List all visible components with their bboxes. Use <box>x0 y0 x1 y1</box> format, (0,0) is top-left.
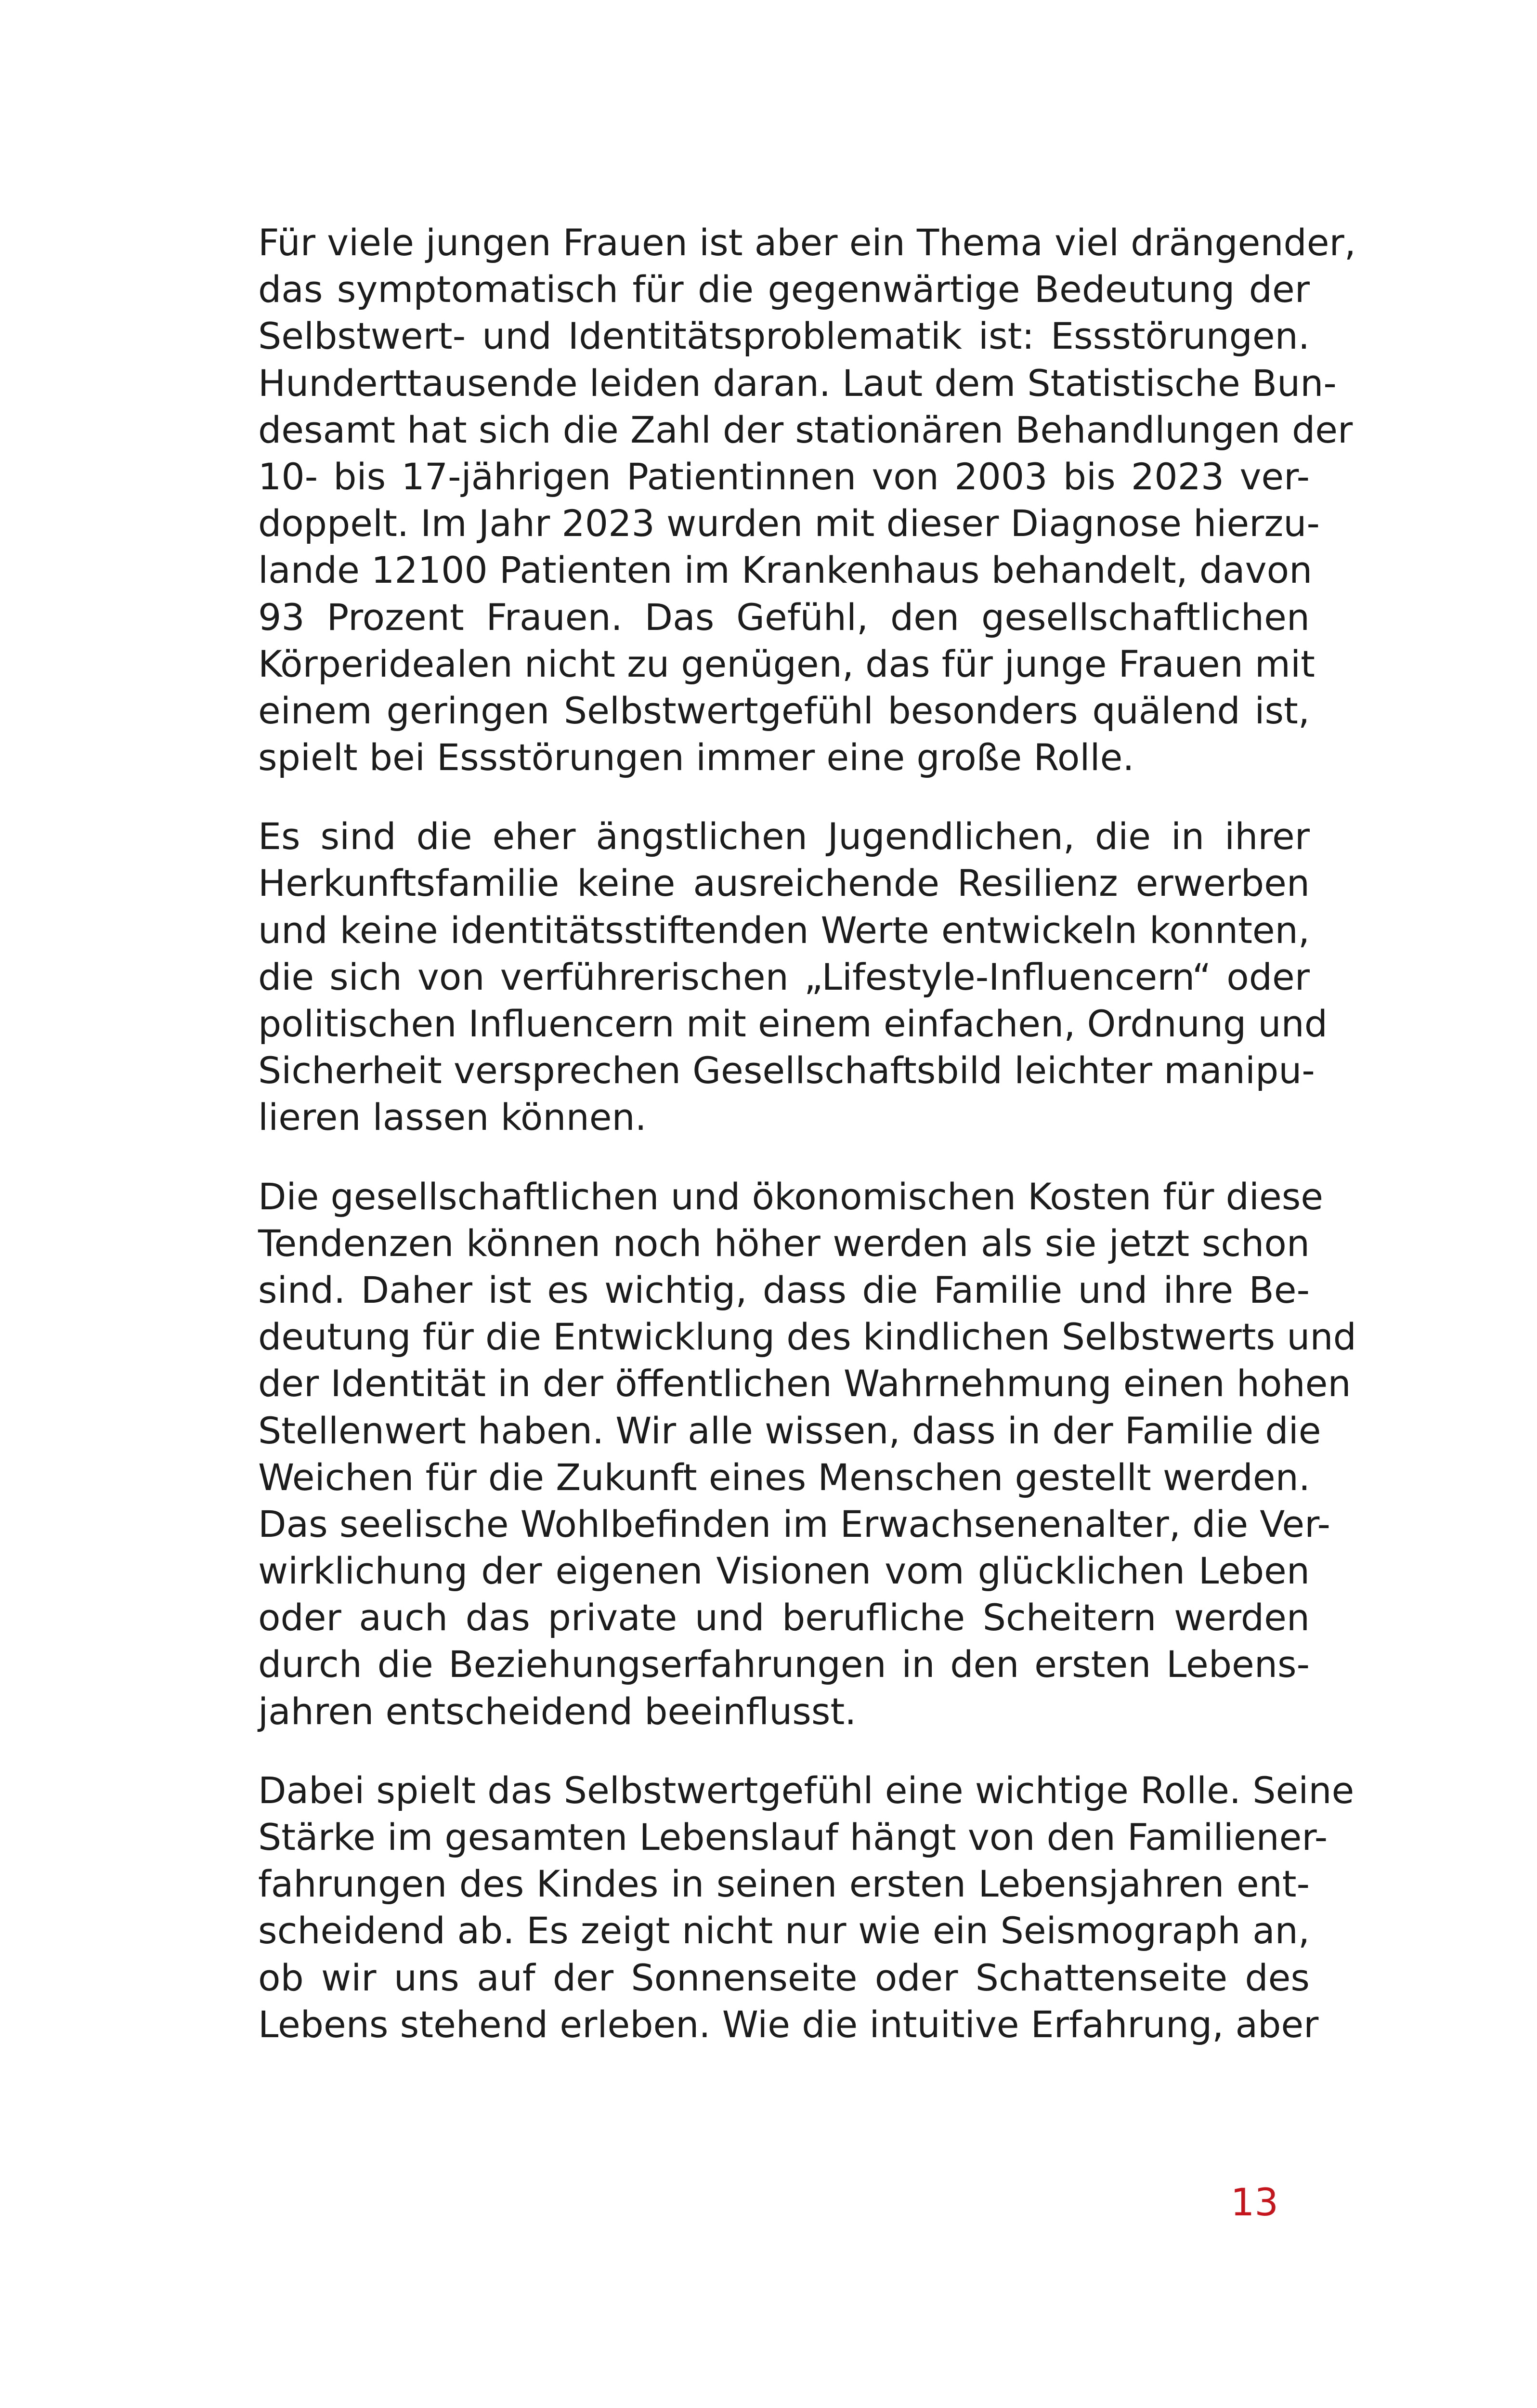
text-line: Stellenwert haben. Wir alle wissen, dass in der Familie die <box>258 1409 1321 1452</box>
text-line: 10- bis 17-jährigen Patientinnen von 2003 bis 2023 ver- <box>258 455 1310 498</box>
text-line: die sich von verführerischen „Lifestyle-Influencern“ oder <box>258 955 1310 998</box>
text-line: fahrungen des Kindes in seinen ersten Lebensjahren ent- <box>258 1862 1310 1906</box>
text-line: politischen Influencern mit einem einfachen, Ordnung und <box>258 1002 1328 1045</box>
text-line: wirklichung der eigenen Visionen vom glücklichen Leben <box>258 1549 1310 1593</box>
text-line: Hunderttausende leiden daran. Laut dem Statistische Bun- <box>258 361 1337 405</box>
text-line: durch die Beziehungserfahrungen in den ersten Lebens- <box>258 1643 1310 1686</box>
text-line: desamt hat sich die Zahl der stationären Behandlungen der <box>258 408 1353 451</box>
text-line: Das seelische Wohlbefinden im Erwachsenenalter, die Ver- <box>258 1502 1330 1545</box>
text-line: einem geringen Selbstwertgefühl besonders quälend ist, <box>258 689 1310 732</box>
text-line: das symptomatisch für die gegenwärtige Bedeutung der <box>258 268 1310 311</box>
text-line: doppelt. Im Jahr 2023 wurden mit dieser Diagnose hierzu- <box>258 502 1320 545</box>
text-line: Es sind die eher ängstlichen Jugendlichen, die in ihrer <box>258 815 1310 858</box>
text-line: Selbstwert- und Identitätsproblematik ist: Essstörungen. <box>258 314 1310 358</box>
text-line: Stärke im gesamten Lebenslauf hängt von den Familiener- <box>258 1816 1328 1858</box>
text-line: lieren lassen können. <box>258 1096 647 1139</box>
paragraph <box>258 1173 1356 1735</box>
text-line: Für viele jungen Frauen ist aber ein Thema viel drängender, <box>258 221 1356 264</box>
text-line: oder auch das private und berufliche Scheitern werden <box>258 1596 1310 1639</box>
paragraph <box>258 219 1356 781</box>
paragraph <box>258 1767 1355 2048</box>
paragraph <box>258 813 1328 1140</box>
text-line: deutung für die Entwicklung des kindlichen Selbstwerts und <box>258 1315 1356 1359</box>
text-line: der Identität in der öffentlichen Wahrnehmung einen hohen <box>258 1362 1351 1405</box>
text-line: Körperidealen nicht zu genügen, das für junge Frauen mit <box>258 642 1315 685</box>
text-line: lande 12100 Patienten im Krankenhaus behandelt, davon <box>258 549 1313 592</box>
page-number: 13 <box>1230 2181 1278 2225</box>
text-line: Weichen für die Zukunft eines Menschen gestellt werden. <box>258 1455 1310 1499</box>
text-line: Sicherheit versprechen Gesellschaftsbild leichter manipu- <box>258 1049 1315 1092</box>
text-line: sind. Daher ist es wichtig, dass die Familie und ihre Be- <box>258 1268 1310 1311</box>
text-line: Herkunftsfamilie keine ausreichende Resilienz erwerben <box>258 862 1310 905</box>
text-line: Die gesellschaftlichen und ökonomischen Kosten für diese <box>258 1175 1324 1218</box>
text-line: spielt bei Essstörungen immer eine große Rolle. <box>258 736 1134 779</box>
text-line: ob wir uns auf der Sonnenseite oder Schattenseite des <box>258 1956 1310 1999</box>
body-text <box>258 219 1356 2080</box>
text-line: jahren entscheidend beeinflusst. <box>258 1689 857 1733</box>
text-line: Tendenzen können noch höher werden als sie jetzt schon <box>258 1221 1310 1265</box>
text-line: scheidend ab. Es zeigt nicht nur wie ein Seismograph an, <box>258 1909 1310 1952</box>
text-line: und keine identitätsstiftenden Werte entwickeln konnten, <box>258 908 1310 952</box>
text-line: Dabei spielt das Selbstwertgefühl eine wichtige Rolle. Seine <box>258 1768 1355 1812</box>
text-line: Lebens stehend erleben. Wie die intuitive Erfahrung, aber <box>258 2002 1319 2046</box>
text-line: 93 Prozent Frauen. Das Gefühl, den gesellschaftlichen <box>258 595 1310 639</box>
